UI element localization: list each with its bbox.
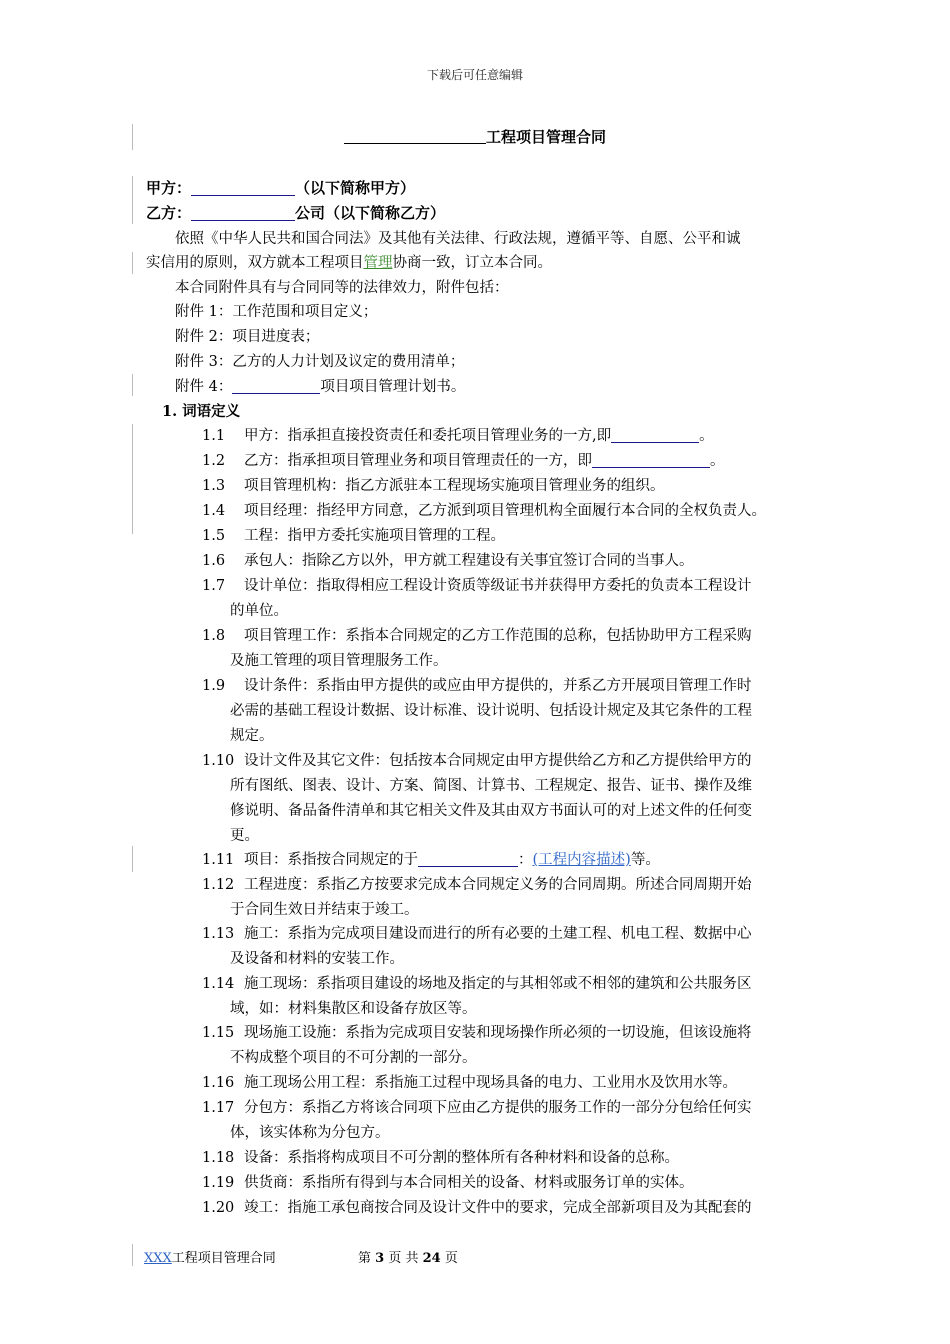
- definition-item: 1.16 施工现场公用工程：系指施工过程中现场具备的电力、工业用水及饮用水等。: [202, 1075, 737, 1091]
- definition-item: 1.3 项目管理机构：指乙方派驻本工程现场实施项目管理业务的组织。: [202, 478, 665, 494]
- definition-item: 1.14 施工现场：系指项目建设的场地及指定的与其相邻或不相邻的建筑和公共服务区 域，如：材料集散区和设备存放区等。: [202, 976, 752, 1017]
- change-bar: [132, 1244, 133, 1266]
- management-link[interactable]: 管理: [363, 255, 393, 271]
- change-bar: [132, 846, 133, 872]
- project-description-link[interactable]: (工程内容描述): [532, 852, 631, 868]
- definition-item: 1.11 项目：系指按合同规定的于 ：(工程内容描述)等。: [202, 852, 660, 868]
- definition-item: 1.7 设计单位：指取得相应工程设计资质等级证书并获得甲方委托的负责本工程设计 的单位。: [202, 578, 752, 619]
- title-blank[interactable]: [344, 129, 486, 144]
- footer-title: XXX工程项目管理合同: [144, 1251, 276, 1266]
- footer-link[interactable]: XXX: [144, 1251, 172, 1266]
- definition-item: 1.10 设计文件及其它文件：包括按本合同规定由甲方提供给乙方和乙方提供给甲方的 所有图纸、图表、设计、方案、简图、计算书、工程规定、报告、证书、操作及维 修说明、备品备件清单和其它相关文件及其由双方书面认可的对上述文件的任何变 更。: [202, 753, 752, 844]
- party-a-line: 甲方： （以下简称甲方）: [146, 179, 416, 197]
- definition-item: 1.1 甲方：指承担直接投资责任和委托项目管理业务的一方,即 。: [202, 428, 714, 444]
- party-a-blank[interactable]: [191, 180, 295, 196]
- attachment-4: 附件 4： 项目项目管理计划书。: [175, 379, 466, 395]
- change-bar: [132, 252, 133, 274]
- party-b-blank[interactable]: [191, 205, 295, 221]
- page-header-note: 下载后可任意编辑: [426, 68, 523, 82]
- definition-item: 1.6 承包人：指除乙方以外，甲方就工程建设有关事宜签订合同的当事人。: [202, 553, 694, 569]
- change-bar: [132, 176, 133, 224]
- party-a-name-blank[interactable]: [611, 427, 699, 443]
- definition-item: 1.2 乙方：指承担项目管理业务和项目管理责任的一方，即 。: [202, 453, 725, 469]
- definition-item: 1.4 项目经理：指经甲方同意，乙方派到项目管理机构全面履行本合同的全权负责人。: [202, 503, 766, 519]
- party-b-name-blank[interactable]: [592, 452, 710, 468]
- definition-item: 1.18 设备：系指将构成项目不可分割的整体所有各种材料和设备的总称。: [202, 1150, 679, 1166]
- definition-item: 1.20 竣工：指施工承包商按合同及设计文件中的要求，完成全部新项目及为其配套的: [202, 1200, 752, 1216]
- definition-item: 1.9 设计条件：系指由甲方提供的或应由甲方提供的，并系乙方开展项目管理工作时 必需的基础工程设计数据、设计标准、设计说明、包括设计规定及其它条件的工程 规定。: [202, 678, 752, 744]
- change-bar: [132, 424, 133, 534]
- section-title: 1. 词语定义: [162, 403, 241, 420]
- definition-item: 1.15 现场施工设施：系指为完成项目安装和现场操作所必须的一切设施，但该设施将 不构成整个项目的不可分割的一部分。: [202, 1025, 752, 1066]
- definition-item: 1.5 工程：指甲方委托实施项目管理的工程。: [202, 528, 505, 544]
- party-b-line: 乙方： 公司（以下简称乙方）: [146, 204, 446, 222]
- definition-item: 1.8 项目管理工作：系指本合同规定的乙方工作范围的总称，包括协助甲方工程采购 及施工管理的项目管理服务工作。: [202, 628, 752, 669]
- definition-item: 1.13 施工：系指为完成项目建设而进行的所有必要的土建工程、机电工程、数据中心 及设备和材料的安装工作。: [202, 926, 752, 967]
- attachment-1: 附件 1：工作范围和项目定义；: [175, 304, 378, 320]
- attachment-4-blank[interactable]: [232, 378, 320, 394]
- definition-item: 1.12 工程进度：系指乙方按要求完成本合同规定义务的合同周期。所述合同周期开始 于合同生效日并结束于竣工。: [202, 877, 752, 918]
- attachments-intro: 本合同附件具有与合同同等的法律效力，附件包括：: [175, 280, 509, 296]
- intro-line-2: 实信用的原则，双方就本工程项目管理协商一致，订立本合同。: [146, 255, 552, 271]
- footer-page-number: 第 3 页 共 24 页: [358, 1251, 458, 1266]
- attachment-3: 附件 3：乙方的人力计划及议定的费用清单；: [175, 354, 465, 370]
- project-location-blank[interactable]: [418, 851, 518, 867]
- intro-line-1: 依照《中华人民共和国合同法》及其他有关法律、行政法规，遵循平等、自愿、公平和诚: [175, 231, 741, 247]
- change-bar: [132, 374, 133, 396]
- definition-item: 1.19 供货商：系指所有得到与本合同相关的设备、材料或服务订单的实体。: [202, 1175, 694, 1191]
- document-title: 工程项目管理合同: [0, 126, 950, 147]
- attachment-2: 附件 2：项目进度表；: [175, 329, 320, 345]
- definition-item: 1.17 分包方：系指乙方将该合同项下应由乙方提供的服务工作的一部分分包给任何实 体，该实体称为分包方。: [202, 1100, 752, 1141]
